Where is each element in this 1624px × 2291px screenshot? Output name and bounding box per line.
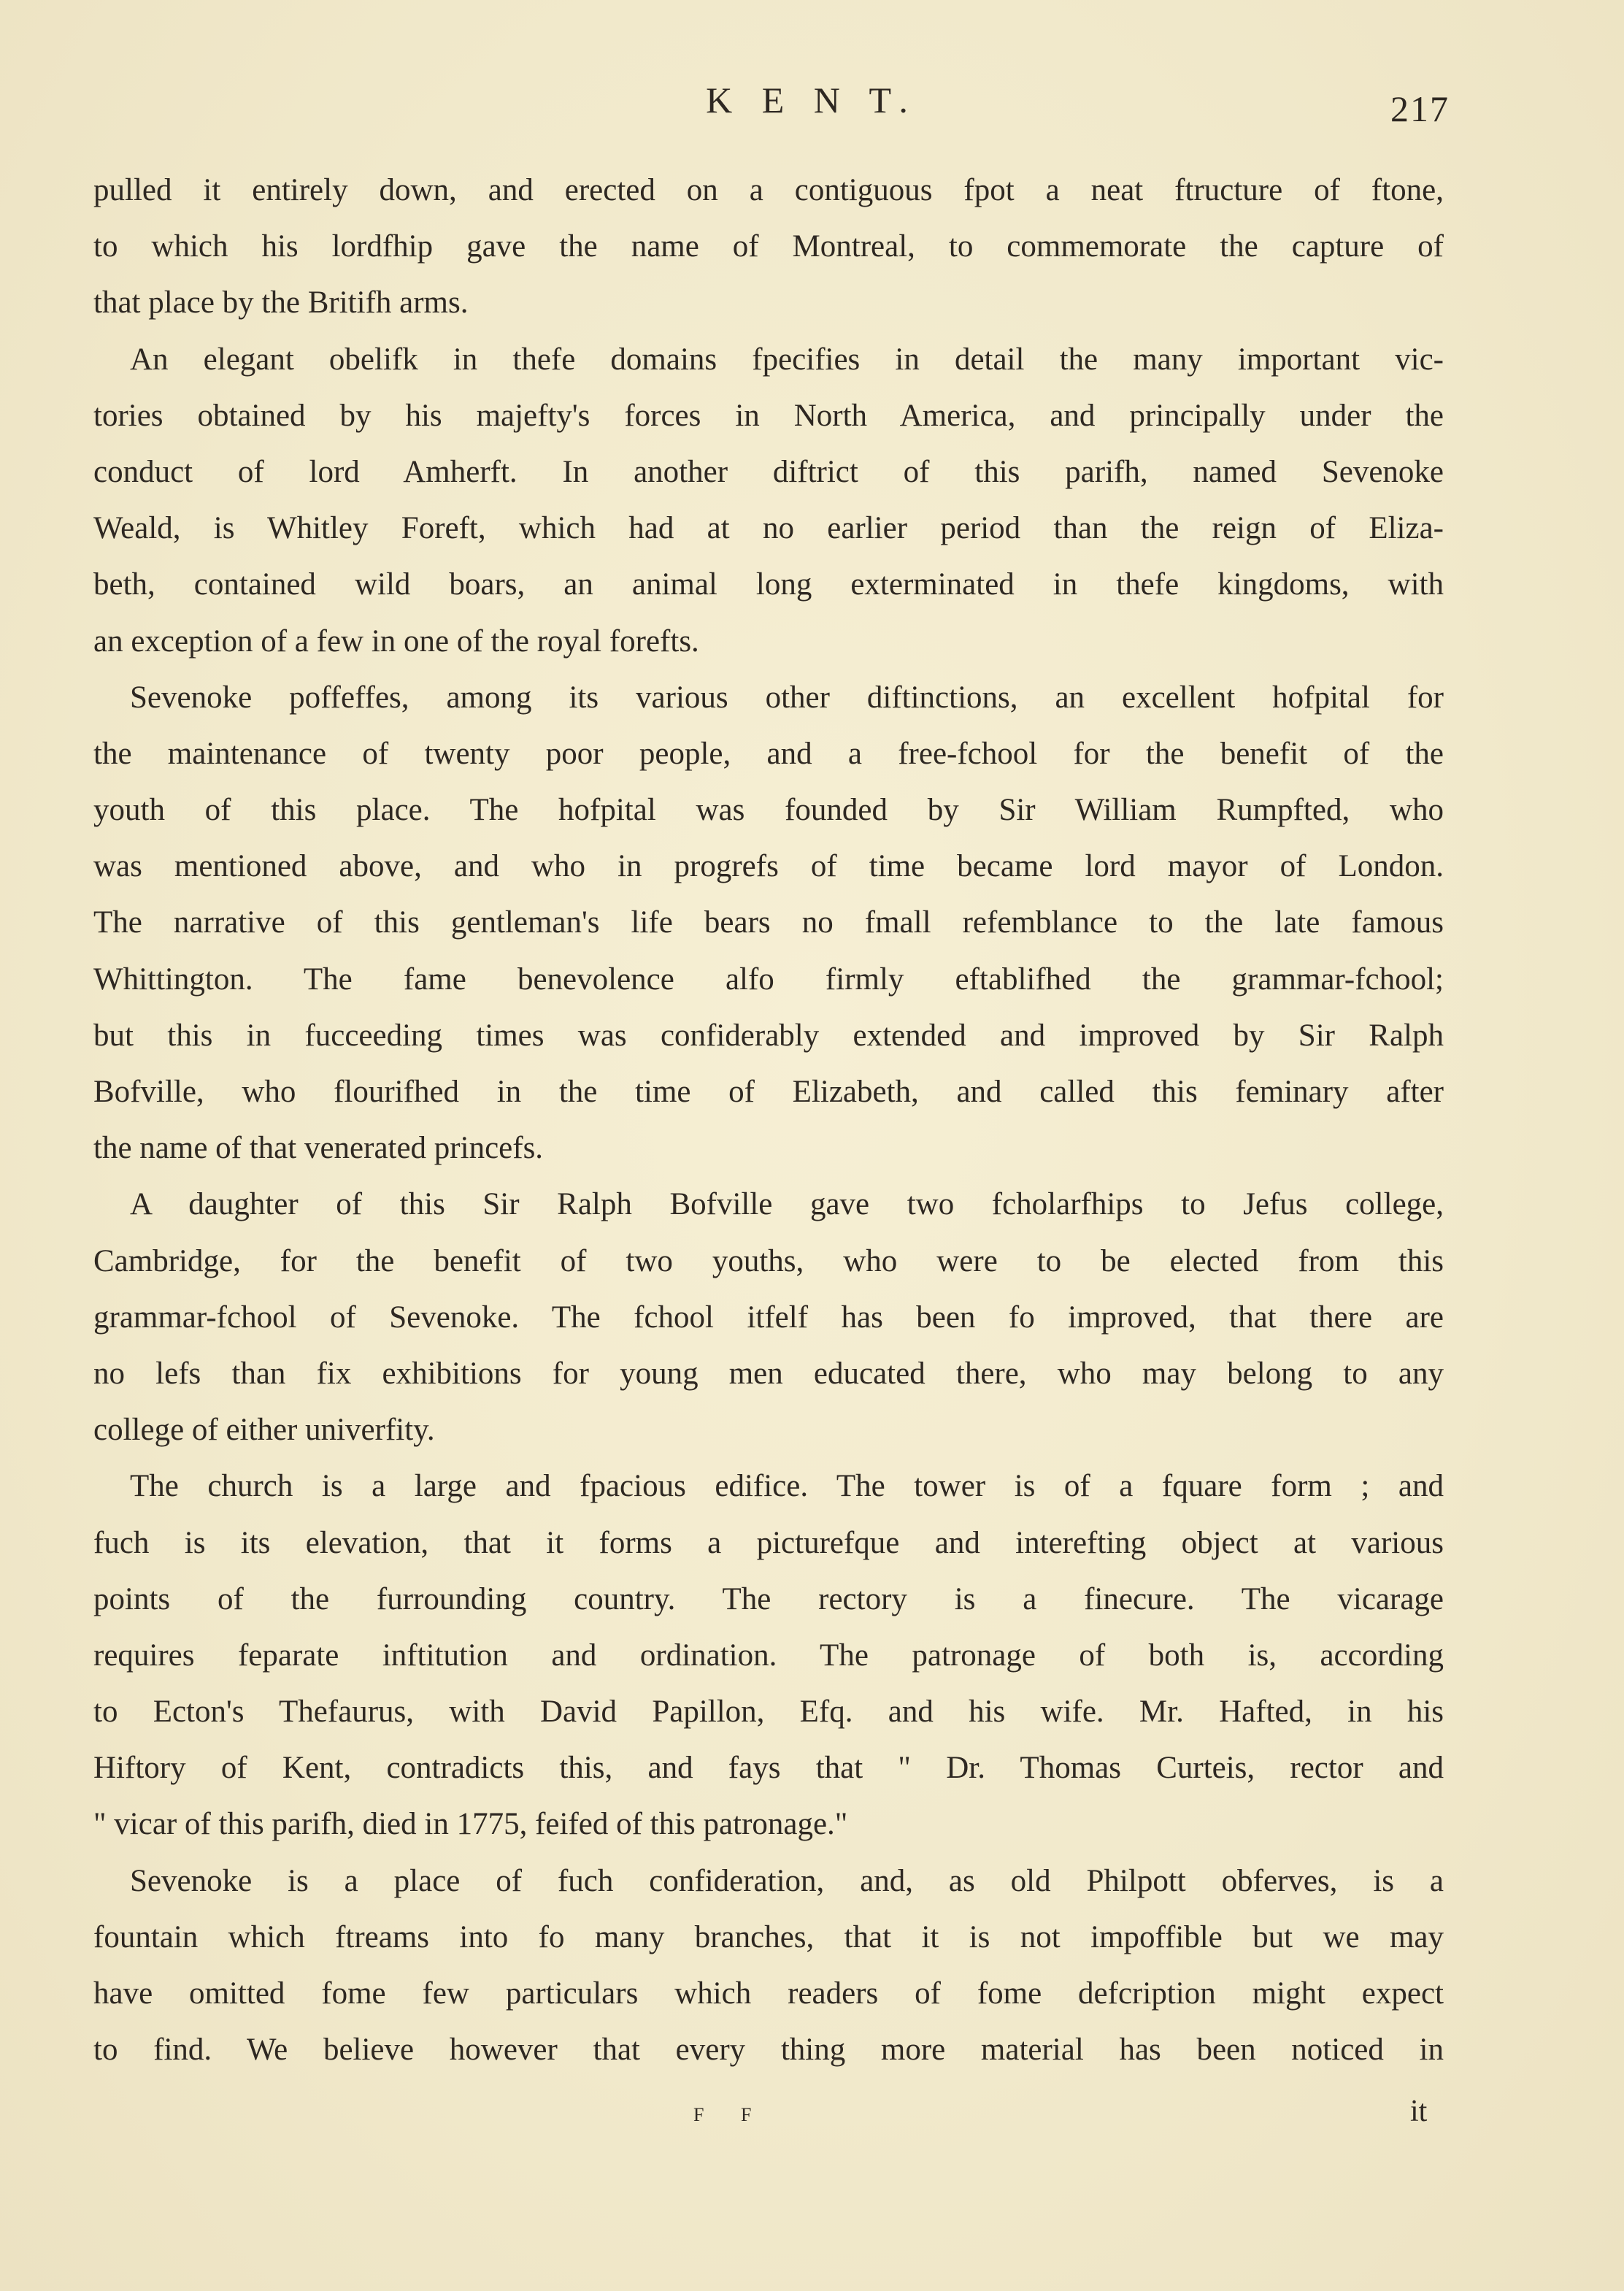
text-line: beth, contained wild boars, an animal long exterminated in thefe kingdoms, with — [93, 567, 1444, 602]
text-line: pulled it entirely down, and erected on a contiguous fpot a neat ftructure of ftone, — [93, 173, 1444, 207]
text-line: conduct of lord Amherft. In another diftrict of this parifh, named Sevenoke — [93, 454, 1444, 489]
text-line: no lefs than fix exhibitions for young men educated there, who may belong to any — [93, 1356, 1444, 1391]
text-line: the name of that venerated princefs. — [93, 1131, 544, 1166]
text-line: Bofville, who flourifhed in the time of Elizabeth, and called this feminary after — [93, 1075, 1444, 1109]
text-line: A daughter of this Sir Ralph Bofville gave two fcholarfhips to Jefus college, — [130, 1187, 1444, 1222]
text-line: The narrative of this gentleman's life bears no fmall refemblance to the late famous — [93, 905, 1444, 940]
text-line: tories obtained by his majefty's forces in North America, and principally under the — [93, 398, 1444, 433]
text-line: an exception of a few in one of the royal forefts. — [93, 623, 699, 659]
catchword: it — [1410, 2095, 1428, 2128]
text-line: An elegant obelifk in thefe domains fpecifies in detail the many important vic- — [130, 342, 1444, 377]
page-number: 217 — [1390, 88, 1450, 129]
text-line: Weald, is Whitley Foreft, which had at no earlier period than the reign of Eliza- — [93, 511, 1444, 546]
running-head: K E N T. — [706, 80, 918, 120]
text-line: fuch is its elevation, that it forms a picturefque and interefting object at various — [93, 1525, 1444, 1560]
text-line: was mentioned above, and who in progrefs of time became lord mayor of London. — [93, 849, 1444, 884]
text-line: the maintenance of twenty poor people, and a free-fchool for the benefit of the — [93, 736, 1444, 771]
body-text — [93, 162, 1444, 2078]
text-line: to find. We believe however that every thing more material has been noticed in — [93, 2033, 1444, 2068]
text-line: grammar-fchool of Sevenoke. The fchool itfelf has been fo improved, that there are — [93, 1300, 1444, 1335]
text-line: but this in fucceeding times was confiderably extended and improved by Sir Ralph — [93, 1018, 1444, 1053]
text-line: Sevenoke is a place of fuch confideration, and, as old Philpott obferves, is a — [130, 1863, 1444, 1898]
text-line: have omitted fome few particulars which readers of fome defcription might expect — [93, 1976, 1444, 2011]
text-line: Whittington. The fame benevolence alfo firmly eftablifhed the grammar-fchool; — [93, 962, 1444, 997]
text-line: fountain which ftreams into fo many branches, that it is not impoffible but we may — [93, 1919, 1444, 1954]
text-line: The church is a large and fpacious edifice. The tower is of a fquare form ; and — [130, 1469, 1444, 1504]
text-line: youth of this place. The hofpital was founded by Sir William Rumpfted, who — [93, 793, 1444, 828]
text-line: to Ecton's Thefaurus, with David Papillon, Efq. and his wife. Mr. Hafted, in his — [93, 1695, 1444, 1730]
text-line: that place by the Britifh arms. — [93, 285, 469, 321]
text-line: college of either univerfity. — [93, 1413, 435, 1448]
text-line: requires feparate inftitution and ordination. The patronage of both is, according — [93, 1638, 1444, 1673]
text-line: to which his lordfhip gave the name of Montreal, to commemorate the capture of — [93, 229, 1444, 264]
text-line: Hiftory of Kent, contradicts this, and fays that " Dr. Thomas Curteis, rector and — [93, 1751, 1444, 1786]
signature-mark: F F — [693, 2104, 768, 2125]
text-line: points of the furrounding country. The rectory is a finecure. The vicarage — [93, 1581, 1444, 1616]
text-line: " vicar of this parifh, died in 1775, feifed of this patronage." — [93, 1807, 848, 1842]
text-line: Cambridge, for the benefit of two youths, who were to be elected from this — [93, 1243, 1444, 1278]
text-line: Sevenoke poffeffes, among its various other diftinctions, an excellent hofpital for — [130, 680, 1444, 715]
